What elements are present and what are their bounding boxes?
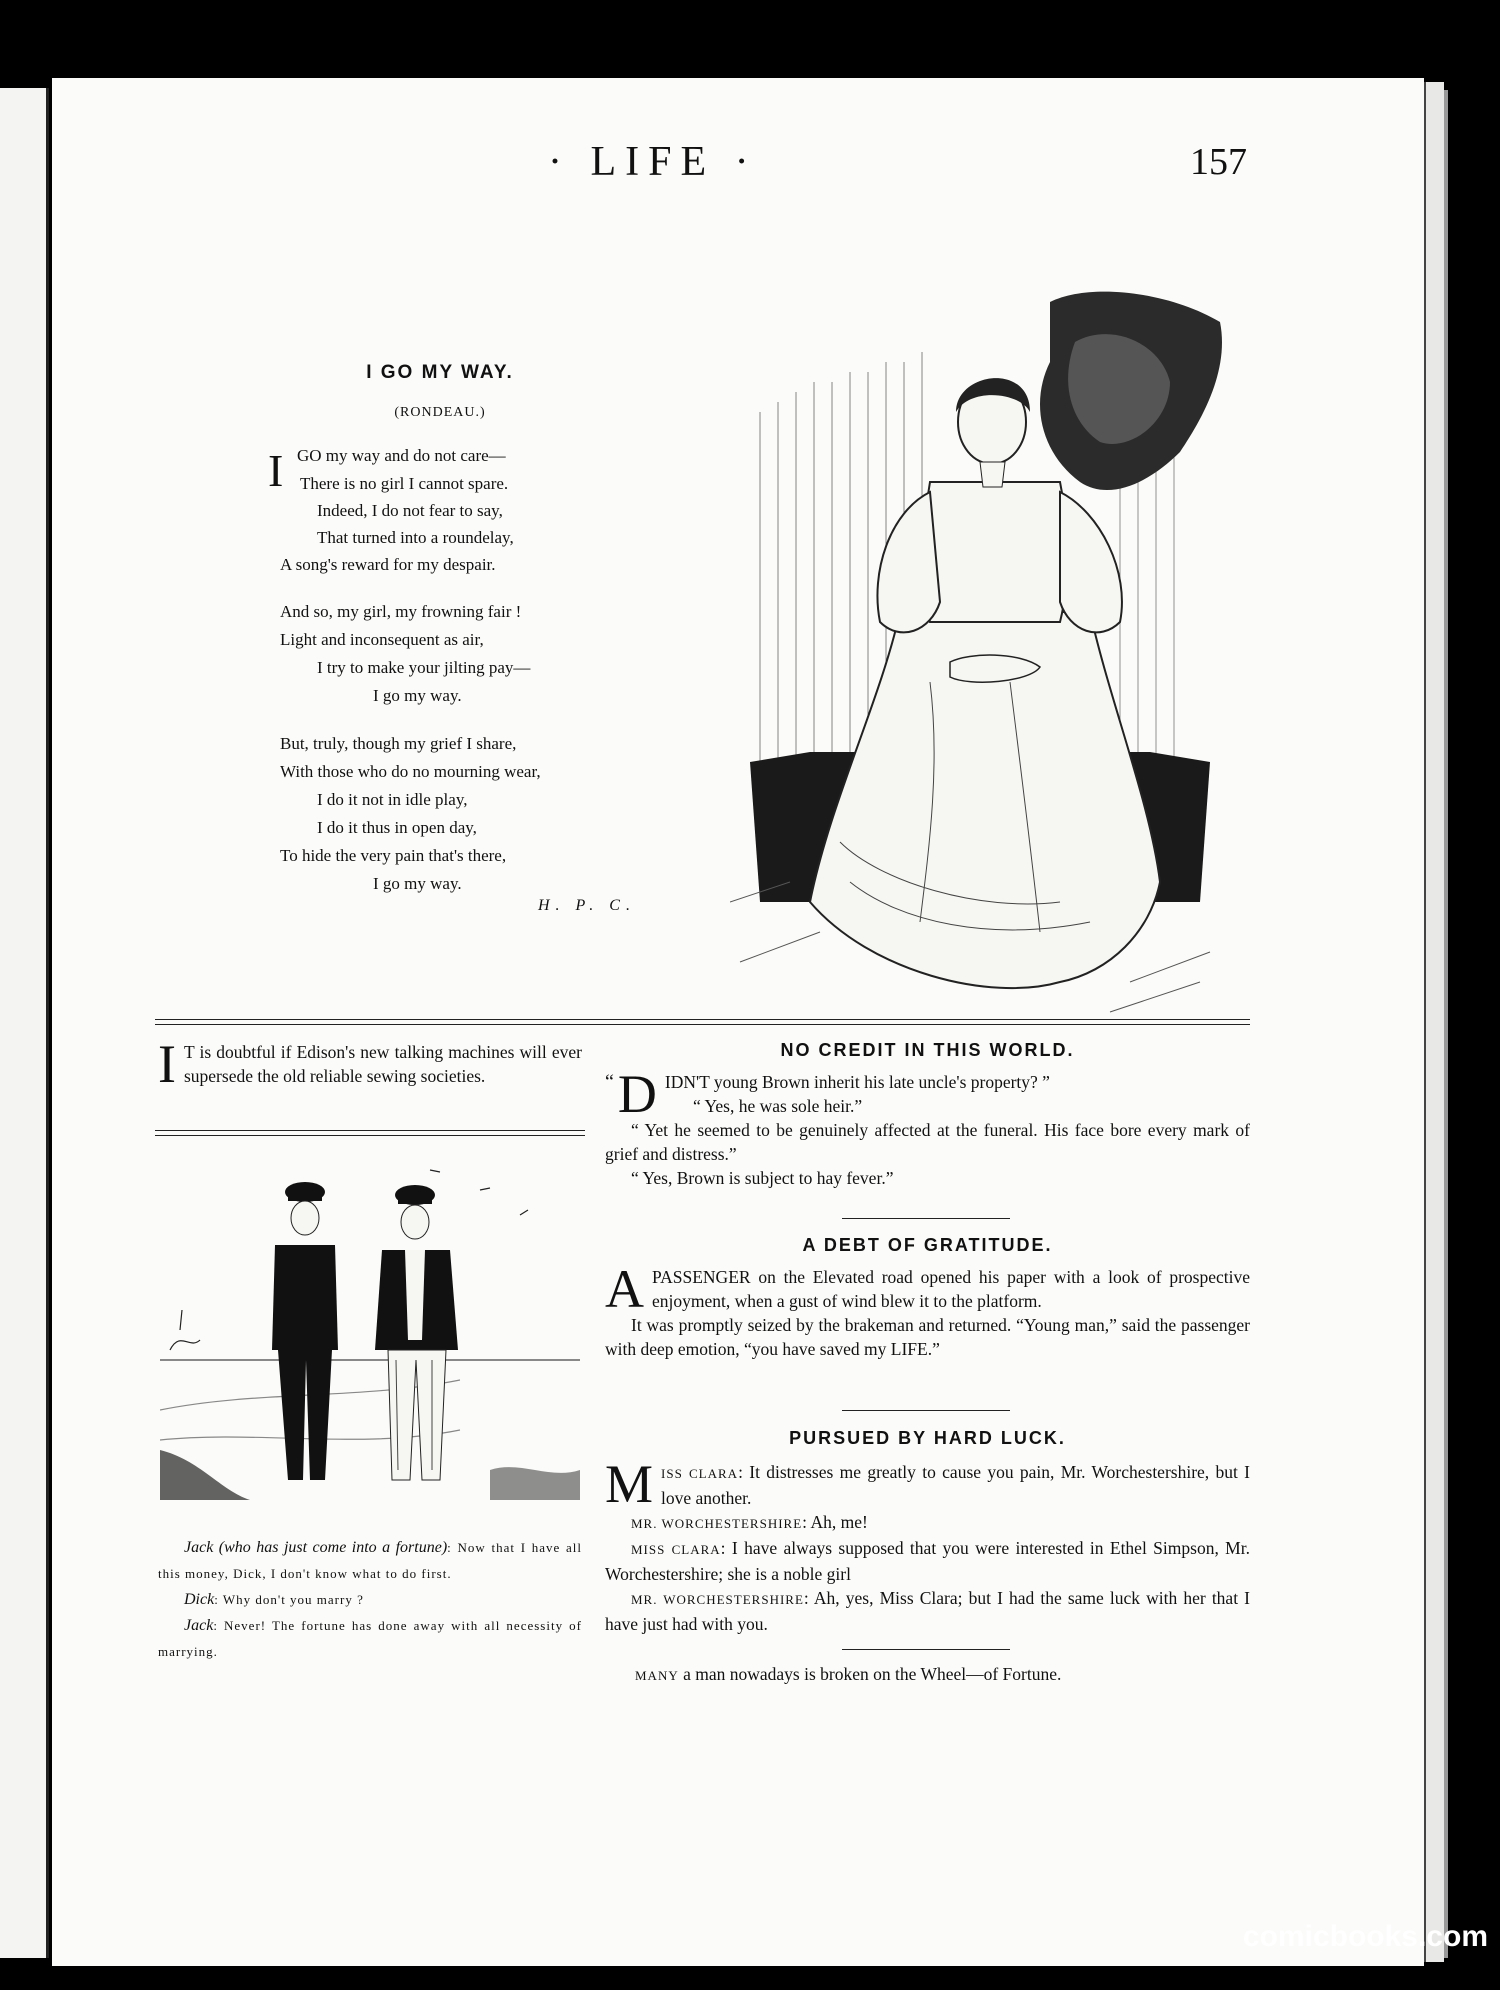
hard-luck-dropcap: M [605, 1454, 654, 1514]
edison-dropcap: I [158, 1034, 176, 1094]
two-men-cartoon [160, 1150, 580, 1520]
seated-woman-illustration [730, 282, 1230, 1014]
no-credit-article [605, 1064, 1250, 1190]
poem-line: But, truly, though my grief I share, [280, 734, 517, 753]
caption-line: Jack: Never! The fortune has done away with all necessity of marrying. [158, 1617, 582, 1659]
poem-line: That turned into a roundelay, [317, 528, 514, 547]
poem-signature: H. P. C. [538, 897, 636, 914]
debt-p2: It was promptly seized by the brakeman and returned. “Young man,” said the passenger with deep emotion, “you have saved my LIFE.” [605, 1315, 1250, 1359]
right-page-edge [1424, 82, 1444, 1962]
poem-title: I GO MY WAY. [366, 362, 514, 383]
hard-luck-l4: MR. WORCHESTERSHIRE: Ah, yes, Miss Clara; but I had the same luck with her that I have just had with you. [605, 1588, 1250, 1634]
hard-luck-title: PURSUED BY HARD LUCK. [789, 1428, 1066, 1448]
poem-line: Indeed, I do not fear to say, [317, 501, 503, 520]
poem-subtitle: (RONDEAU.) [394, 405, 486, 420]
article-divider [842, 1410, 1010, 1411]
poem-dropcap: I [268, 445, 284, 496]
closing-quip: MANY a man nowadays is broken on the Wheel—of Fortune. [635, 1664, 1062, 1684]
caption-line: Jack (who has just come into a fortune): Now that I have all this money, Dick, I don't know what to do first. [158, 1539, 583, 1581]
watermark: comicbooks.com [1242, 1920, 1488, 1953]
debt-p1: APASSENGER on the Elevated road opened his paper with a look of prospective enjoyment, when a gust of wind blew it to the platform. [605, 1259, 1250, 1319]
section-divider [155, 1019, 1250, 1025]
debt-dropcap: A [605, 1259, 644, 1319]
poem-line: A song's reward for my despair. [280, 555, 496, 574]
poem-line: I try to make your jilting pay— [317, 658, 531, 677]
debt-article [605, 1259, 1250, 1361]
article-divider [842, 1649, 1010, 1650]
left-page-edge [0, 88, 49, 1958]
poem-line: To hide the very pain that's there, [280, 846, 507, 865]
cartoon-caption [158, 1535, 582, 1665]
no-credit-p3: “ Yet he seemed to be genuinely affected at the funeral. His face bore every mark of grief and distress.” [605, 1120, 1250, 1164]
edison-paragraph [158, 1034, 582, 1094]
no-credit-title: NO CREDIT IN THIS WORLD. [780, 1040, 1075, 1060]
caption-line: Dick: Why don't you marry ? [184, 1591, 364, 1608]
hard-luck-l3: MISS CLARA: I have always supposed that you were interested in Ethel Simpson, Mr. Worchestershire; she is a noble girl [605, 1538, 1250, 1584]
page-stack-edge [1444, 90, 1448, 1958]
edison-text: T is doubtful if Edison's new talking machines will ever supersede the old reliable sewing societies. [183, 1042, 582, 1086]
hard-luck-l2: MR. WORCHESTERSHIRE: Ah, me! [631, 1512, 868, 1532]
poem-line: Light and inconsequent as air, [280, 630, 484, 649]
poem-line: There is no girl I cannot spare. [300, 474, 509, 493]
poem-line: I do it thus in open day, [317, 818, 477, 837]
debt-title: A DEBT OF GRATITUDE. [802, 1235, 1053, 1255]
masthead-title: · LIFE · [548, 139, 758, 185]
poem-line: I do it not in idle play, [317, 790, 468, 809]
hard-luck-l1: MISS CLARA: It distresses me greatly to cause you pain, Mr. Worchestershire, but I love another. [605, 1454, 1250, 1514]
no-credit-p4: “ Yes, Brown is subject to hay fever.” [631, 1168, 894, 1188]
no-credit-dropcap: D [617, 1064, 657, 1124]
no-credit-p1: “ D IDN'T young Brown inherit his late uncle's property? ” [605, 1064, 1050, 1124]
hard-luck-article [605, 1454, 1250, 1636]
page-number: 157 [1190, 141, 1247, 183]
column-divider [155, 1130, 585, 1136]
poem-line: GO my way and do not care— [297, 446, 506, 465]
poem-line: And so, my girl, my frowning fair ! [280, 602, 522, 621]
no-credit-p2: “ Yes, he was sole heir.” [693, 1096, 863, 1116]
poem-line: With those who do no mourning wear, [280, 762, 541, 781]
poem-line: I go my way. [373, 686, 462, 705]
poem-line: I go my way. [373, 874, 462, 893]
article-divider [842, 1218, 1010, 1219]
